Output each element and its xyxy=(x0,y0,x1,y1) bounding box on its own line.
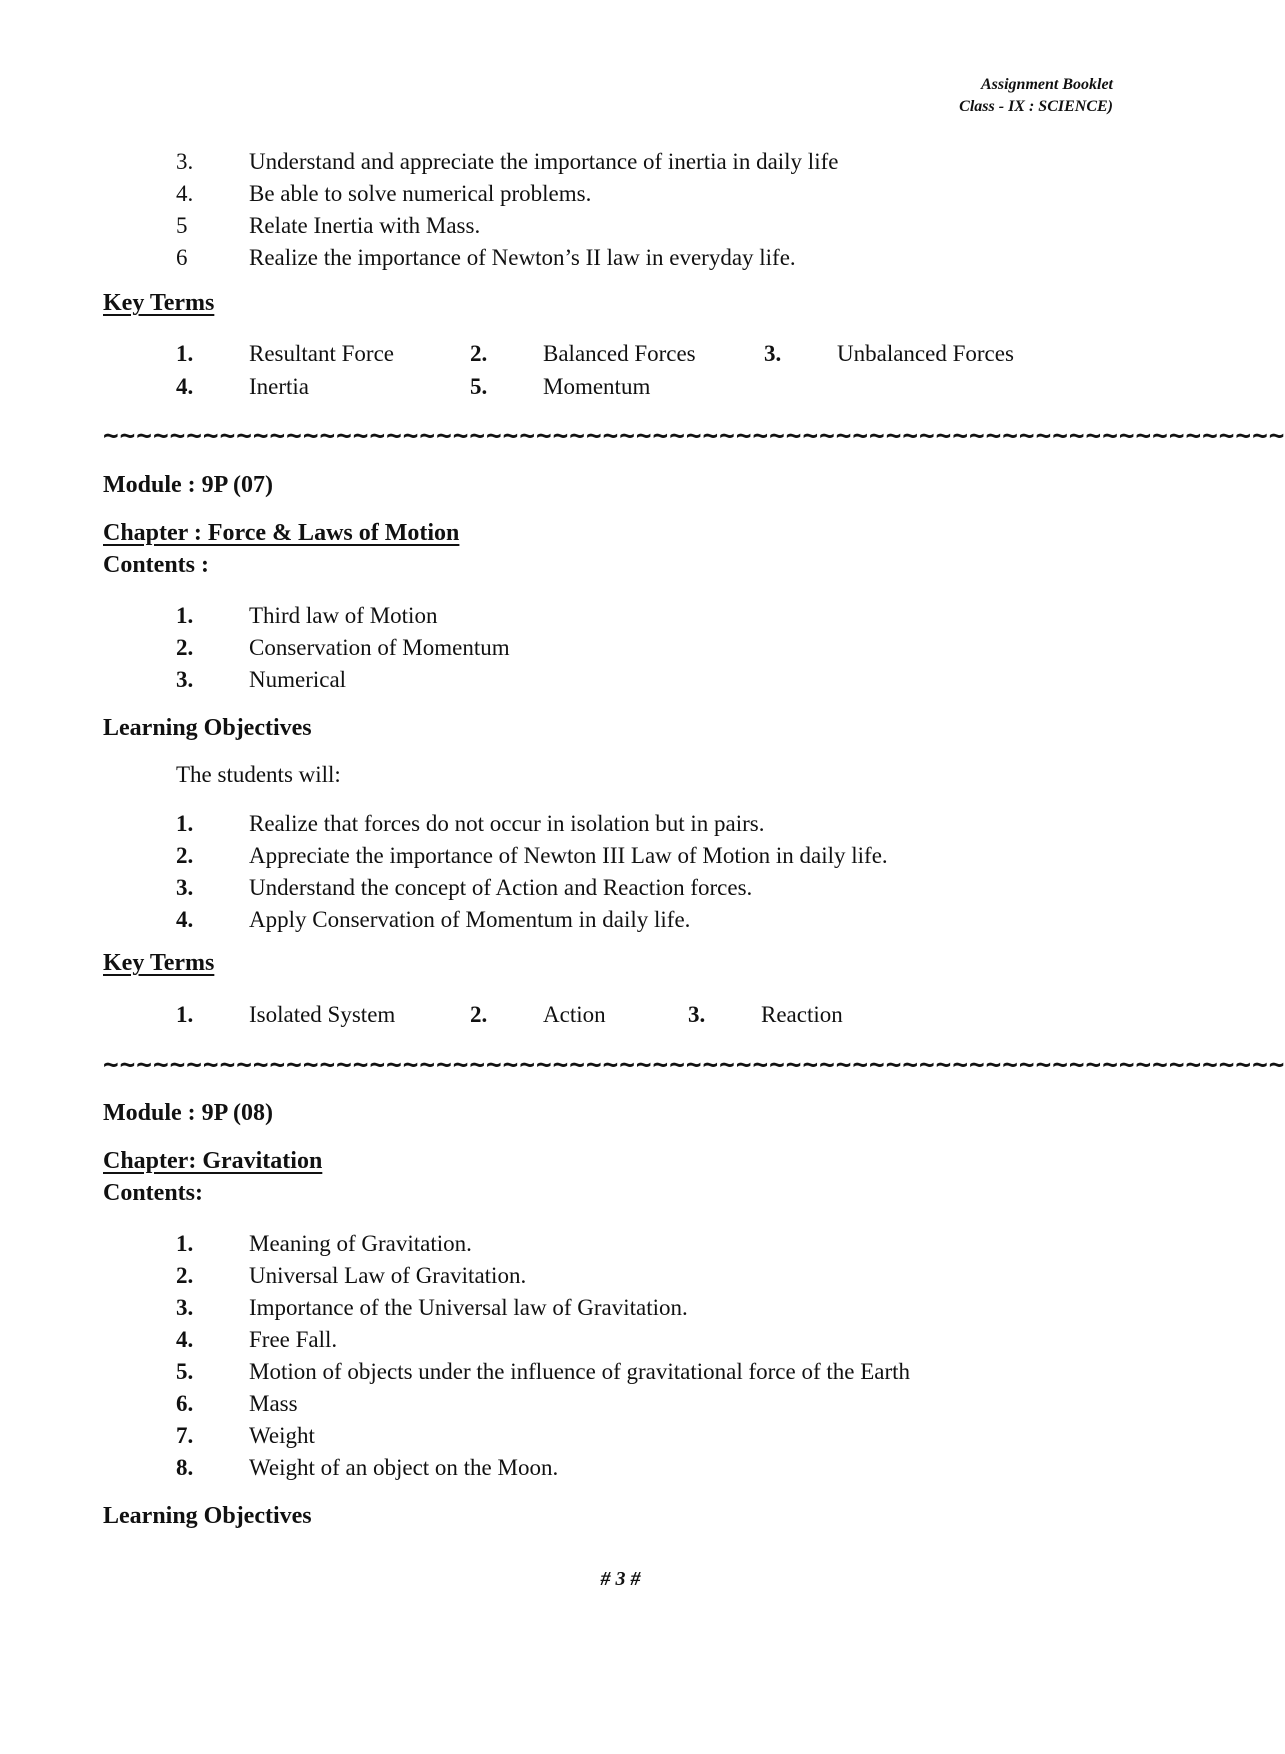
header-booklet-title: Assignment Booklet xyxy=(980,76,1113,93)
term-number: 3. xyxy=(764,341,782,366)
key-terms-heading: Key Terms xyxy=(103,950,215,976)
term-number: 2. xyxy=(470,1002,488,1027)
module-title: Module : 9P (07) xyxy=(103,472,273,498)
document-page: Assignment Booklet Class - IX : SCIENCE) 3. Understand and appreciate the importance of inertia in daily life 4. Be able to solve numerical problems. 5 Relate Inertia with Mass. 6 Realize the importance of Newton’s II law in everyday life. Key Terms 1. Resultant Force 2. Balanced Forces 3. Unbalanced Forces 4. Inertia 5. Momentum ~~~~~~~~~~~~~~~~~~~~~~~~~~~~~~~~~~~~~~~~~~~~~~~~~~~~~~~~~~~~~~~~~~~~~~~ Module : 9P (07) Chapter : Force & Laws of Motion Contents : 1. Third law of Motion 2. Conservation of Momentum 3. Numerical Learning Objectives The students will: 1. Realize that forces do not occur in isolation but in pairs. 2. Appreciate the importance of Newton III Law of Motion in daily life. 3. Understand the concept of Action and Reaction forces. 4. Apply Conservation of Momentum in daily life. Key Terms 1. Isolated System 2. Action 3. Reaction ~~~~~~~~~~~~~~~~~~~~~~~~~~~~~~~~~~~~~~~~~~~~~~~~~~~~~~~~~~~~~~~~~~~~~~~ Module : 9P (08) Chapter: Gravitation Contents: 1. Meaning of Gravitation. 2. Universal Law of Gravitation. 3. Importance of the Universal law of Gravitation. 4. Free Fall. 5. Motion of objects under the influence of gravitational force of the Earth 6. Mass 7. Weight 8. Weight of an object on the Moon. Learning Objectives # 3 # xyxy=(0,0,1241,1754)
term-number: 3. xyxy=(688,1002,706,1027)
contents-heading: Contents : xyxy=(103,552,209,578)
term-label: Isolated System xyxy=(249,1002,396,1027)
term-number: 4. xyxy=(176,374,194,399)
term-label: Balanced Forces xyxy=(543,341,696,366)
chapter-title: Chapter : Force & Laws of Motion xyxy=(103,520,460,546)
key-terms-heading: Key Terms xyxy=(103,290,215,316)
term-label: Unbalanced Forces xyxy=(837,341,1014,366)
header-class-label: Class - IX : SCIENCE) xyxy=(959,98,1113,115)
section-divider: ~~~~~~~~~~~~~~~~~~~~~~~~~~~~~~~~~~~~~~~~~~~~~~~~~~~~~~~~~~~~~~~~~~~~~~~ xyxy=(103,1050,1285,1080)
module-title: Module : 9P (08) xyxy=(103,1100,273,1126)
learning-objectives-heading: Learning Objectives xyxy=(103,1503,312,1529)
contents-heading: Contents: xyxy=(103,1180,203,1206)
section-divider: ~~~~~~~~~~~~~~~~~~~~~~~~~~~~~~~~~~~~~~~~~~~~~~~~~~~~~~~~~~~~~~~~~~~~~~~ xyxy=(103,421,1285,451)
term-number: 5. xyxy=(470,374,488,399)
term-label: Action xyxy=(543,1002,606,1027)
chapter-title: Chapter: Gravitation xyxy=(103,1148,323,1174)
term-number: 1. xyxy=(176,1002,194,1027)
term-number: 2. xyxy=(470,341,488,366)
term-label: Resultant Force xyxy=(249,341,394,366)
page-number: # 3 # xyxy=(600,1568,641,1590)
term-number: 1. xyxy=(176,341,194,366)
objectives-intro: The students will: xyxy=(176,762,341,787)
term-label: Inertia xyxy=(249,374,310,399)
term-label: Reaction xyxy=(761,1002,843,1027)
page-header xyxy=(959,74,1113,118)
learning-objectives-heading: Learning Objectives xyxy=(103,715,312,741)
term-label: Momentum xyxy=(543,374,651,399)
